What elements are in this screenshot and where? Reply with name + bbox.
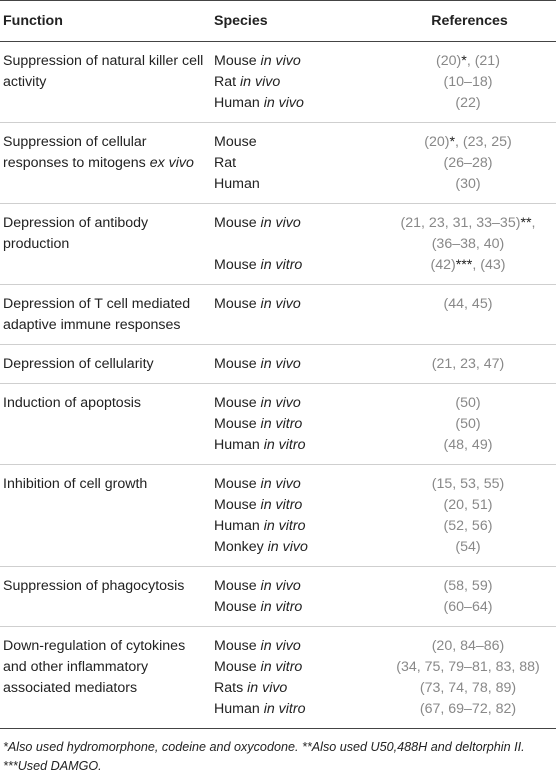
species-name: Mouse [214, 578, 257, 594]
species-cell [212, 465, 380, 496]
references-cell [380, 285, 556, 345]
species-cell [212, 414, 380, 435]
species-name: Mouse [214, 356, 257, 372]
table-row [0, 285, 556, 345]
species-qualifier: in vitro [259, 701, 306, 717]
table-body [0, 42, 556, 729]
function-text: Depression of antibody production [3, 215, 149, 252]
reference-list: (20) [436, 53, 462, 69]
references-cell [380, 153, 556, 174]
species-qualifier: in vitro [256, 599, 303, 615]
species-qualifier: in vitro [256, 497, 303, 513]
species-qualifier: in vivo [256, 296, 301, 312]
species-name: Mouse [214, 638, 257, 654]
references-cell [380, 657, 556, 678]
species-cell [212, 42, 380, 73]
table-row [0, 567, 556, 598]
species-name: Monkey [214, 539, 264, 555]
species-cell [212, 678, 380, 699]
reference-list: (20) [424, 134, 450, 150]
species-name: Mouse [214, 257, 257, 273]
species-name: Mouse [214, 215, 257, 231]
function-text: Inhibition of cell growth [3, 476, 148, 492]
species-name: Human [214, 437, 260, 453]
species-qualifier: in vivo [236, 74, 281, 90]
table-row [0, 627, 556, 658]
species-qualifier: in vivo [256, 578, 301, 594]
species-qualifier: in vivo [259, 95, 304, 111]
species-qualifier: in vivo [256, 638, 301, 654]
reference-list: (34, 75, 79–81, 83, 88) [396, 659, 540, 675]
table-footnote: *Also used hydromorphone, codeine and oxycodone. **Also used U50,488H and deltorphin II. ***Used DAMGO. [3, 740, 525, 773]
reference-list: (26–28) [443, 155, 493, 171]
species-qualifier: in vivo [256, 476, 301, 492]
reference-list: (22) [455, 95, 481, 111]
species-qualifier: in vivo [256, 215, 301, 231]
function-text: Suppression of phagocytosis [3, 578, 185, 594]
function-qualifier: ex vivo [149, 155, 194, 171]
references-cell [380, 204, 556, 256]
function-cell [0, 627, 212, 729]
references-cell [380, 495, 556, 516]
references-cell [380, 174, 556, 204]
species-cell [212, 255, 380, 285]
species-cell [212, 657, 380, 678]
references-cell [380, 516, 556, 537]
reference-footnote-mark: ** [520, 215, 532, 231]
reference-footnote-mark: *** [455, 257, 473, 273]
references-cell [380, 567, 556, 598]
references-cell [380, 678, 556, 699]
species-cell [212, 537, 380, 567]
function-text: Depression of cellularity [3, 356, 154, 372]
reference-list: (60–64) [443, 599, 493, 615]
function-cell [0, 42, 212, 123]
species-name: Rat [214, 155, 237, 171]
references-cell [380, 537, 556, 567]
references-cell [380, 72, 556, 93]
reference-list: (50) [455, 395, 481, 411]
species-cell [212, 93, 380, 123]
species-cell [212, 345, 380, 384]
species-name: Mouse [214, 395, 257, 411]
species-cell [212, 384, 380, 415]
table-row [0, 204, 556, 256]
reference-list-continued: (36–38, 40) [431, 236, 505, 252]
table-row [0, 123, 556, 154]
references-cell [380, 465, 556, 496]
species-name: Mouse [214, 497, 257, 513]
references-cell [380, 42, 556, 73]
references-cell [380, 93, 556, 123]
species-name: Mouse [214, 416, 257, 432]
species-cell [212, 72, 380, 93]
species-name: Mouse [214, 296, 257, 312]
species-cell [212, 204, 380, 256]
species-name: Mouse [214, 476, 257, 492]
table-row [0, 465, 556, 496]
table-row [0, 42, 556, 73]
species-qualifier: in vitro [259, 437, 306, 453]
header-function: Function [0, 1, 212, 42]
species-cell [212, 699, 380, 729]
species-qualifier: in vitro [256, 416, 303, 432]
species-qualifier: in vivo [256, 356, 301, 372]
function-text: Down-regulation of cytokines and other inflammatory associated mediators [3, 638, 186, 696]
reference-list: (58, 59) [443, 578, 493, 594]
species-qualifier: in vivo [256, 395, 301, 411]
references-cell [380, 627, 556, 658]
function-text: Suppression of natural killer cell activity [3, 53, 204, 90]
references-cell [380, 597, 556, 627]
species-cell [212, 567, 380, 598]
references-cell [380, 255, 556, 285]
references-cell [380, 435, 556, 465]
references-cell [380, 384, 556, 415]
reference-list: (52, 56) [443, 518, 493, 534]
species-cell [212, 123, 380, 154]
species-cell [212, 627, 380, 658]
reference-list: (20, 84–86) [431, 638, 505, 654]
reference-list: (48, 49) [443, 437, 493, 453]
reference-list-extra: , (43) [472, 257, 506, 273]
function-cell [0, 285, 212, 345]
references-cell [380, 699, 556, 729]
reference-list: (73, 74, 78, 89) [419, 680, 517, 696]
species-qualifier: in vivo [256, 53, 301, 69]
references-cell [380, 414, 556, 435]
reference-list: (30) [455, 176, 481, 192]
reference-list: (50) [455, 416, 481, 432]
function-cell [0, 465, 212, 567]
species-cell [212, 495, 380, 516]
reference-footnote-mark: * [461, 53, 467, 69]
function-cell [0, 567, 212, 627]
reference-list: (10–18) [443, 74, 493, 90]
function-text: Induction of apoptosis [3, 395, 142, 411]
function-text: Suppression of cellular responses to mitogens [3, 134, 147, 171]
species-cell [212, 174, 380, 204]
reference-list: (67, 69–72, 82) [419, 701, 517, 717]
species-qualifier: in vivo [263, 539, 308, 555]
species-qualifier: in vitro [256, 659, 303, 675]
species-qualifier: in vivo [243, 680, 288, 696]
species-cell [212, 285, 380, 345]
species-qualifier: in vitro [256, 257, 303, 273]
species-name: Human [214, 518, 260, 534]
reference-list-extra: , (21) [466, 53, 500, 69]
function-cell [0, 384, 212, 465]
reference-list: (42) [430, 257, 456, 273]
species-qualifier: in vitro [259, 518, 306, 534]
references-cell [380, 345, 556, 384]
function-cell [0, 204, 212, 285]
species-name: Human [214, 176, 260, 192]
table-row [0, 384, 556, 415]
reference-list: (21, 23, 47) [431, 356, 505, 372]
reference-list: (21, 23, 31, 33–35) [400, 215, 521, 231]
function-text: Depression of T cell mediated adaptive immune responses [3, 296, 191, 333]
species-name: Mouse [214, 53, 257, 69]
references-cell [380, 123, 556, 154]
function-cell [0, 345, 212, 384]
species-cell [212, 435, 380, 465]
species-name: Rats [214, 680, 244, 696]
reference-list: (20, 51) [443, 497, 493, 513]
header-references: References [380, 1, 556, 42]
species-name: Human [214, 701, 260, 717]
table-row [0, 345, 556, 384]
species-name: Mouse [214, 599, 257, 615]
reference-list-extra: , [531, 215, 536, 231]
species-cell [212, 516, 380, 537]
species-name: Mouse [214, 659, 257, 675]
reference-list: (44, 45) [443, 296, 493, 312]
species-name: Mouse [214, 134, 257, 150]
reference-footnote-mark: * [449, 134, 455, 150]
species-cell [212, 597, 380, 627]
reference-list-extra: , (23, 25) [454, 134, 512, 150]
function-cell [0, 123, 212, 204]
reference-list: (54) [455, 539, 481, 555]
header-species: Species [212, 1, 380, 42]
header-row [0, 1, 556, 42]
species-name: Rat [214, 74, 237, 90]
reference-list: (15, 53, 55) [431, 476, 505, 492]
species-name: Human [214, 95, 260, 111]
species-cell [212, 153, 380, 174]
